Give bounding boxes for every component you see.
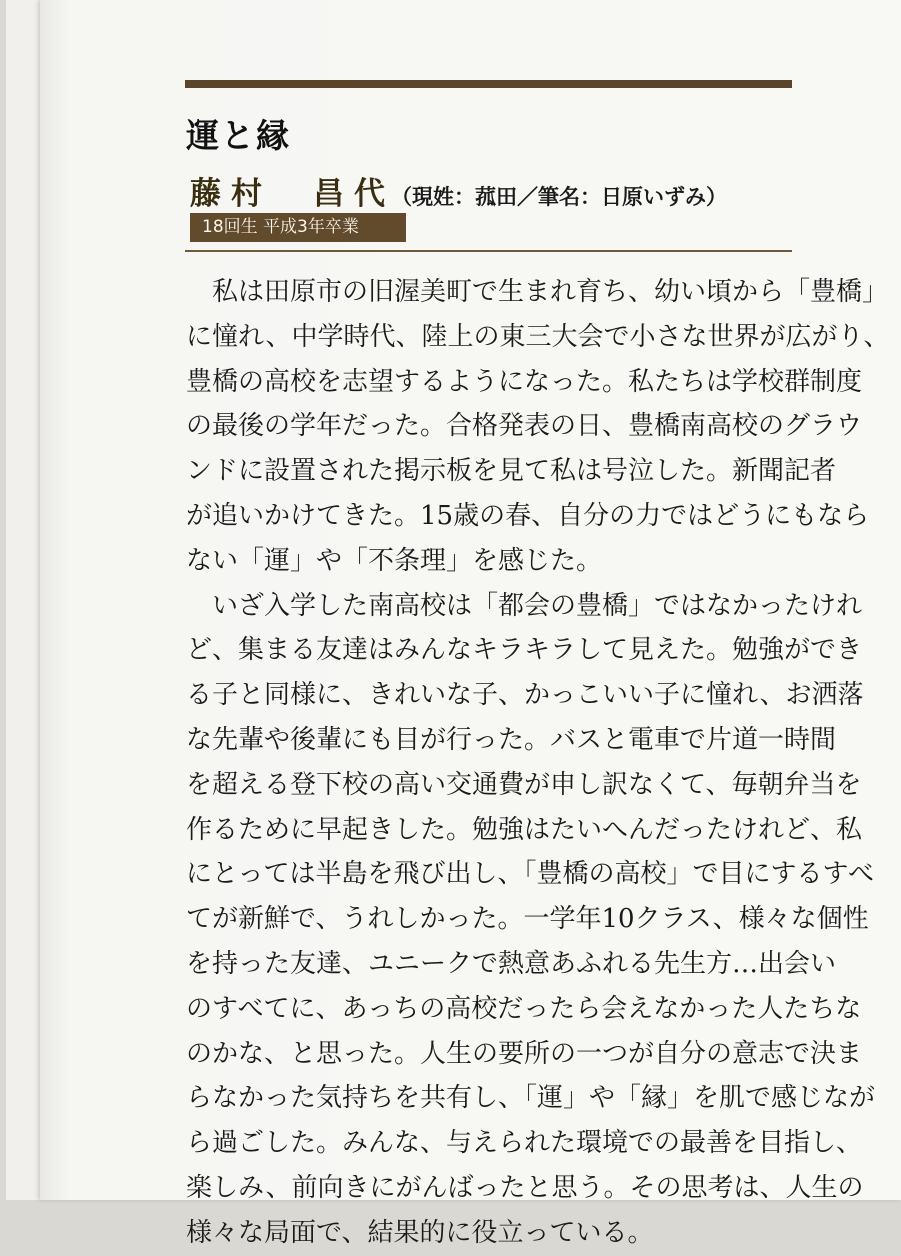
body-line: る子と同様に、きれいな子、かっこいい子に憧れ、お洒落 [186, 680, 864, 711]
author-alias: （現姓：菰田／筆名：日原いずみ） [391, 185, 727, 209]
author-line [190, 168, 727, 213]
body-line: 作るために早起きした。勉強はたいへんだったけれど、私 [186, 814, 863, 845]
body-line: 様々な局面で、結果的に役立っている。 [186, 1217, 654, 1248]
body-line: ら過ごした。みんな、与えられた環境での最善を目指し、 [186, 1128, 863, 1159]
class-badge: 18回生 平成3年卒業 [190, 213, 406, 242]
body-line: にとっては半島を飛び出し、「豊橋の高校」で目にするすべ [186, 859, 874, 890]
body-line: が追いかけてきた。15歳の春、自分の力ではどうにもなら [186, 500, 870, 531]
header-rule-bottom [185, 250, 792, 252]
body-line: 楽しみ、前向きにがんばったと思う。その思考は、人生の [186, 1172, 864, 1203]
body-line: ンドに設置された掲示板を見て私は号泣した。新聞記者 [186, 456, 837, 487]
body-line: ない「運」や「不条理」を感じた。 [186, 545, 603, 576]
body-line: 私は田原市の旧渥美町で生まれ育ち、幼い頃から「豊橋」 [186, 277, 889, 307]
body-line: のすべてに、あっちの高校だったら会えなかった人たちな [186, 993, 862, 1024]
body-line: てが新鮮で、うれしかった。一学年10クラス、様々な個性 [186, 904, 869, 935]
body-line: に憧れ、中学時代、陸上の東三大会で小さな世界が広がり、 [186, 321, 890, 352]
body-line: いざ入学した南高校は「都会の豊橋」ではなかったけれ [186, 590, 863, 621]
body-line: ど、集まる友達はみんなキラキラして見えた。勉強ができ [186, 635, 863, 666]
body-line: の最後の学年だった。合格発表の日、豊橋南高校のグラウ [186, 411, 863, 442]
body-line: らなかった気持ちを共有し、「運」や「縁」を肌で感じなが [186, 1083, 876, 1114]
body-line: な先輩や後輩にも目が行った。バスと電車で片道一時間 [186, 724, 837, 755]
body-line: を持った友達、ユニークで熱意あふれる先生方…出会い [186, 948, 837, 979]
author-name: 藤村 昌代 [190, 176, 395, 212]
header-rule-top [185, 80, 792, 88]
body-line: のかな、と思った。人生の要所の一つが自分の意志で決ま [186, 1038, 863, 1069]
body-line: 豊橋の高校を志望するようになった。私たちは学校群制度 [186, 366, 863, 397]
article-body [186, 270, 890, 1256]
article-title: 運と縁 [186, 116, 291, 155]
body-line: を超える登下校の高い交通費が申し訳なくて、毎朝弁当を [186, 769, 862, 800]
